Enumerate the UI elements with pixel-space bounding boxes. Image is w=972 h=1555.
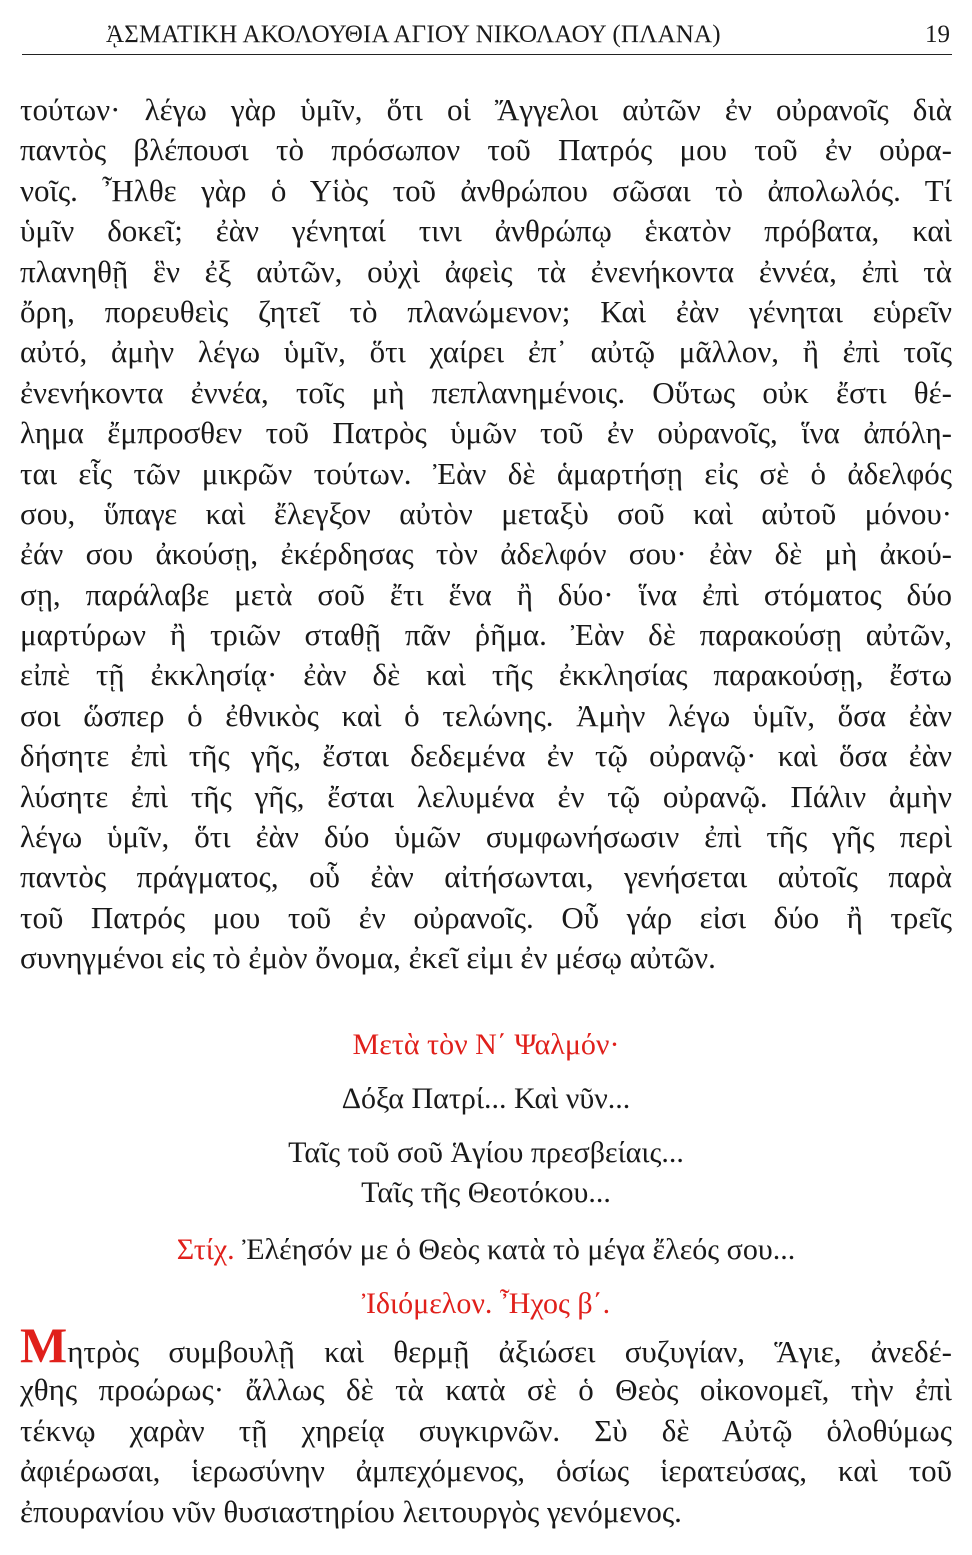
text-line: ἀφιέρωσαι, ἱερωσύνην ἀμπεχόμενος, ὁσίως ἱερατεύσας, καὶ τοῦ: [20, 1453, 952, 1489]
text-line: παντὸς βλέπουσι τὸ πρόσωπον τοῦ Πατρός μου τοῦ ἐν οὐρα-: [20, 132, 952, 168]
text-line: ται εἷς τῶν μικρῶν τούτων. Ἐὰν δὲ ἁμαρτήσῃ εἰς σὲ ὁ ἀδελφός: [20, 455, 952, 491]
running-header: [22, 18, 952, 55]
text-line: σοι ὥσπερ ὁ ἐθνικὸς καὶ ὁ τελώνης. Ἀμὴν λέγω ὑμῖν, ὅσα ἐὰν: [20, 697, 952, 733]
text-line: σου, ὕπαγε καὶ ἔλεγξον αὐτὸν μεταξὺ σοῦ καὶ αὐτοῦ μόνου·: [20, 495, 952, 531]
idiomelon-heading: Ἰδιόμελον. Ἦχος β΄.: [361, 1287, 611, 1320]
text-line: ὄρη, πορευθεὶς ζητεῖ τὸ πλανώμενον; Καὶ ἐὰν γένηται εὑρεῖν: [20, 293, 952, 329]
text-line: πλανηθῇ ἓν ἐξ αὐτῶν, οὐχὶ ἀφεὶς τὰ ἐνενήκοντα ἐννέα, ἐπὶ τὰ: [20, 253, 952, 289]
text-line: τοῦ Πατρός μου τοῦ ἐν οὐρανοῖς. Οὗ γάρ εἰσι δύο ἢ τρεῖς: [20, 899, 952, 935]
text-line: ἐάν σου ἀκούσῃ, ἐκέρδησας τὸν ἀδελφόν σου· ἐὰν δὲ μὴ ἀκού-: [20, 536, 952, 572]
troparion-first-line: [20, 1317, 952, 1373]
text-line: τούτων· λέγω γὰρ ὑμῖν, ὅτι οἱ Ἄγγελοι αὐτῶν ἐν οὐρανοῖς διὰ: [20, 92, 952, 127]
troparion: [20, 1317, 952, 1532]
stichos-text: Ἐλέησόν με ὁ Θεὸς κατὰ τὸ μέγα ἔλεός σου...: [242, 1233, 796, 1266]
text-line: αὐτό, ἀμὴν λέγω ὑμῖν, ὅτι χαίρει ἐπ᾽ αὐτῷ μᾶλλον, ἢ ἐπὶ τοῖς: [20, 334, 952, 370]
text-line: εἰπὲ τῇ ἐκκλησίᾳ· ἐὰν δὲ καὶ τῆς ἐκκλησίας παρακούσῃ, ἔστω: [20, 657, 952, 693]
text-line: λέγω ὑμῖν, ὅτι ἐὰν δύο ὑμῶν συμφωνήσωσιν ἐπὶ τῆς γῆς περὶ: [20, 819, 952, 855]
text-line: λημα ἔμπροσθεν τοῦ Πατρὸς ὑμῶν τοῦ ἐν οὐρανοῖς, ἵνα ἀπόλη-: [20, 415, 952, 451]
running-title: ᾈΣΜΑΤΙΚΗ ΑΚΟΛΟΥΘΙΑ ΑΓΙΟΥ ΝΙΚΟΛΑΟΥ (ΠΛΑΝΑ): [106, 21, 721, 48]
text-line: ὑμῖν δοκεῖ; ἐὰν γένηταί τινι ἀνθρώπῳ ἑκατὸν πρόβατα, καὶ: [20, 213, 952, 249]
text-line: ἐνενήκοντα ἐννέα, τοῖς μὴ πεπλανημένοις. Οὕτως οὐκ ἔστι θέ-: [20, 374, 952, 410]
rubric-after-psalm: Μετὰ τὸν Ν΄ Ψαλμόν·: [352, 1028, 620, 1061]
text-line: σῃ, παράλαβε μετὰ σοῦ ἔτι ἕνα ἢ δύο· ἵνα ἐπὶ στόματος δύο: [20, 576, 952, 612]
text-line: τέκνῳ χαρὰν τῇ χηρείᾳ συγκιρνῶν. Σὺ δὲ Αὐτῷ ὁλοθύμως: [20, 1412, 952, 1448]
text-line: μαρτύρων ἢ τριῶν σταθῇ πᾶν ῥῆμα. Ἐὰν δὲ παρακούσῃ αὐτῶν,: [20, 617, 952, 653]
text-line: συνηγμένοι εἰς τὸ ἐμὸν ὄνομα, ἐκεῖ εἰμι ἐν μέσῳ αὐτῶν.: [20, 940, 716, 976]
text-line: παντὸς πράγματος, οὗ ἐὰν αἰτήσωνται, γενήσεται αὐτοῖς παρὰ: [20, 859, 952, 895]
stichos-line: [0, 1233, 972, 1267]
troparion-first-line-text: ητρὸς συμβουλῇ καὶ θερμῇ ἀξιώσει συζυγίαν, Ἅγιε, ἀνεδέ-: [67, 1334, 952, 1369]
text-line: χθης προώρως· ἄλλως δὲ τὰ κατὰ σὲ ὁ Θεὸς οἰκονομεῖ, τὴν ἐπὶ: [20, 1372, 952, 1408]
text-line: ἐπουρανίου νῦν θυσιαστηρίου λειτουργὸς γενόμενος.: [20, 1493, 682, 1529]
tais-agiou-line: Ταῖς τοῦ σοῦ Ἁγίου πρεσβείαις...: [288, 1136, 684, 1169]
stichos-label: Στίχ.: [176, 1233, 235, 1266]
drop-cap: Μ: [20, 1317, 68, 1373]
page-number: 19: [925, 21, 950, 48]
tais-theotokou-line: Ταῖς τῆς Θεοτόκου...: [361, 1176, 611, 1209]
text-line: δήσητε ἐπὶ τῆς γῆς, ἔσται δεδεμένα ἐν τῷ οὐρανῷ· καὶ ὅσα ἐὰν: [20, 738, 952, 774]
text-line: λύσητε ἐπὶ τῆς γῆς, ἔσται λελυμένα ἐν τῷ οὐρανῷ. Πάλιν ἀμὴν: [20, 778, 952, 814]
text-line: νοῖς. Ἦλθε γὰρ ὁ Υἱὸς τοῦ ἀνθρώπου σῶσαι τὸ ἀπολωλός. Τί: [20, 172, 952, 208]
doxa-line: Δόξα Πατρί... Καὶ νῦν...: [341, 1082, 631, 1115]
gospel-reading: [20, 90, 952, 979]
